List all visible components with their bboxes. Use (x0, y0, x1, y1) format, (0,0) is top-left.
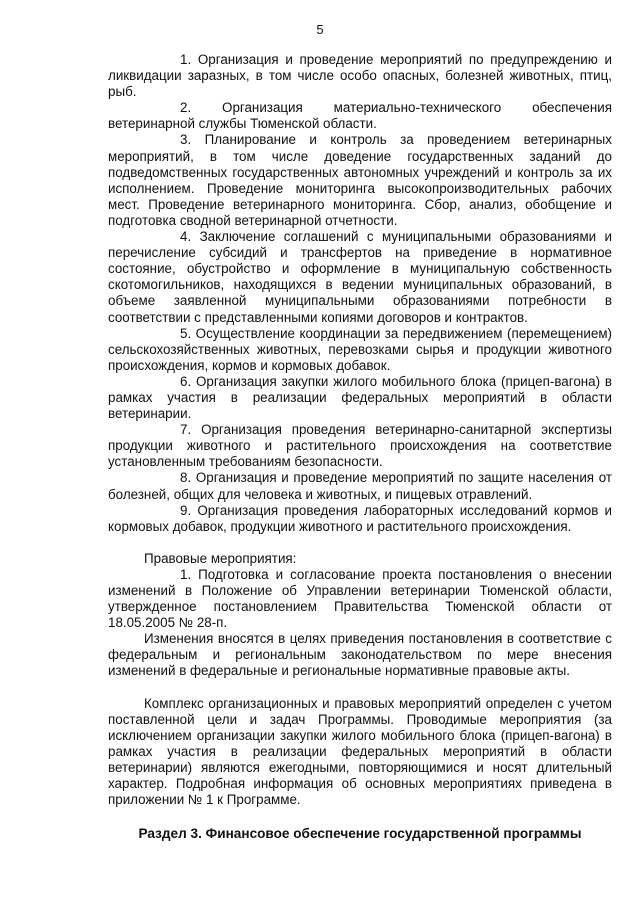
item-text: Организация проведения ветеринарно-санитарной экспертизы продукции животного и растительного происхождения на соответствие установленным требованиям безопасности. (108, 422, 612, 470)
item-text: Заключение соглашений с муниципальными образованиями и перечисление субсидий и трансфертов на приведение в нормативное состояние, обустройство и оформление в муниципальную собственность скотомогильников, находящихся в ведении муниципальных образований, в объеме заявленной муниципальными образованиями потребности в соответствии с представленными копиями договоров и контрактов. (108, 229, 612, 325)
item-number: 1. (180, 52, 192, 67)
item-text: Организация закупки жилого мобильного блока (прицеп-вагона) в рамках участия в реализации федеральных мероприятий в области ветеринарии. (108, 373, 612, 422)
legal-note: Изменения вносятся в целях приведения постановления в соответствие с федеральным и региональным законодательством по мере внесения изменений в федеральные и региональные нормативные правовые акты. (108, 631, 612, 679)
list-item (108, 229, 612, 326)
page-number: 5 (316, 22, 324, 37)
item-number: 1. (180, 566, 192, 582)
section-heading: Раздел 3. Финансовое обеспечение государственной программы (138, 826, 582, 842)
item-number: 9. (180, 502, 192, 518)
list-item (108, 132, 612, 229)
item-number: 6. (180, 373, 192, 389)
item-text: Осуществление координации за передвижением (перемещением) сельскохозяйственных животных, перевозками сырья и продукции животного происхождения, кормов и кормовых добавок. (108, 325, 612, 373)
item-number: 7. (180, 422, 192, 438)
legal-item (108, 567, 612, 631)
spacer (108, 535, 612, 551)
item-number: 4. (180, 229, 192, 245)
list-item (108, 470, 612, 502)
item-number: 2. (180, 100, 192, 116)
list-item (108, 52, 612, 100)
spacer (108, 680, 612, 696)
item-number: 5. (180, 325, 192, 341)
legal-measures (108, 551, 612, 680)
list-item (108, 503, 612, 535)
item-text: Подготовка и согласование проекта постановления о внесении изменений в Положение об Управлении ветеринарии Тюменской области, утвержденное постановлением Правительства Тюменской области от 18.05.2005 № 28-п. (108, 566, 612, 631)
summary-paragraph: Комплекс организационных и правовых мероприятий определен с учетом поставленной цели и задач Программы. Проводимые мероприятия (за исключением организации закупки жилого мобильного блока (прицеп-вагона) в рамках участия в реализации федеральных мероприятий в области ветеринарии) являются ежегодными, повторяющимися и носят длительный характер. Подробная информация об основных мероприятиях приведена в приложении № 1 к Программе. (108, 695, 612, 808)
item-text: Планирование и контроль за проведением ветеринарных мероприятий, в том числе доведение государственных заданий до подведомственных государственных автономных учреждений и контроль за их исполнением. Проведение мониторинга высокопроизводительных рабочих мест. Проведение ветеринарного мониторинга. Сбор, анализ, обобщение и подготовка сводной ветеринарной отчетности. (108, 132, 612, 228)
list-item (108, 422, 612, 470)
page-content (108, 52, 612, 842)
item-text: Организация и проведение мероприятий по защите населения от болезней, общих для человека и животных, и пищевых отравлений. (108, 470, 612, 502)
item-number: 8. (180, 470, 192, 486)
measures-list (108, 52, 612, 535)
list-item (108, 100, 612, 132)
list-item (108, 326, 612, 374)
legal-title: Правовые мероприятия: (144, 550, 297, 566)
item-text: Организация материально-технического обеспечения ветеринарной службы Тюменской области. (108, 100, 612, 132)
item-text: Организация проведения лабораторных исследований кормов и кормовых добавок, продукции животного и растительного происхождения. (108, 502, 612, 534)
list-item (108, 374, 612, 422)
item-text: Организация и проведение мероприятий по предупреждению и ликвидации заразных, в том числе особо опасных, болезней животных, птиц, рыб. (108, 52, 612, 100)
item-number: 3. (180, 132, 192, 148)
